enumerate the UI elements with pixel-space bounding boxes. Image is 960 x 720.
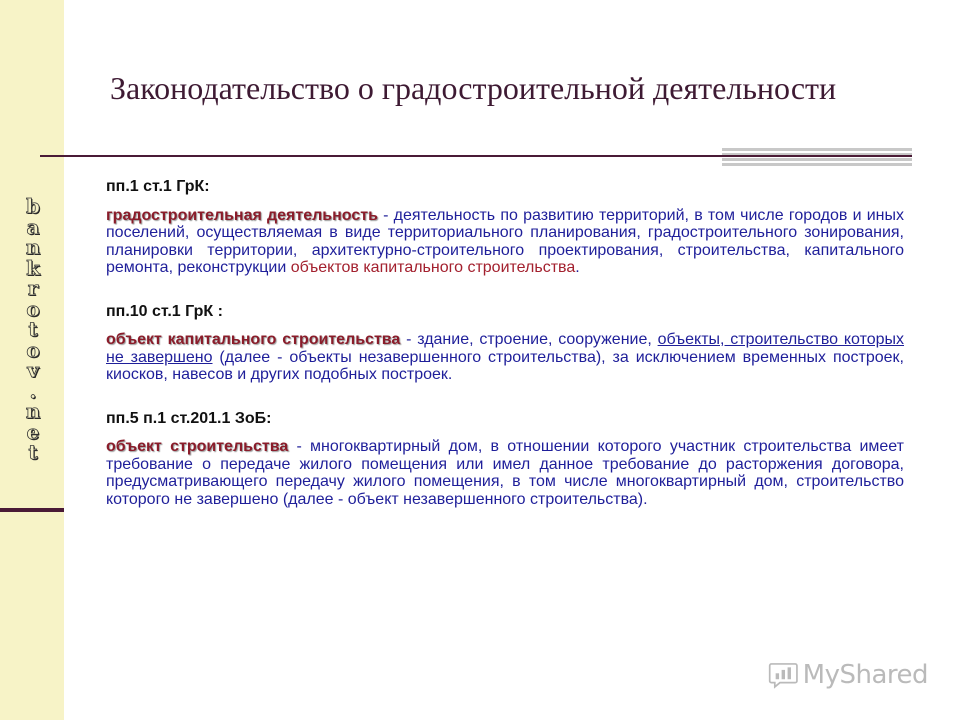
- law-reference: пп.10 ст.1 ГрК :: [106, 302, 223, 320]
- brand-letter: t: [28, 317, 38, 341]
- definition-text: [106, 207, 904, 277]
- myshared-watermark: [768, 658, 928, 692]
- definition-body: - здание, строение, сооружение,: [400, 331, 658, 348]
- vertical-brand-text: [22, 196, 44, 463]
- definition-text: [106, 331, 904, 384]
- highlighted-term: объектов капитального строительства: [290, 259, 576, 276]
- defined-term: объект строительства: [106, 438, 289, 455]
- brand-letter: n: [25, 235, 41, 259]
- definition-body: - многоквартирный дом, в отношении которого участник строительства имеет требование о передаче жилого помещения или имел данное требование до расторжения договора, предусматривающего передачу жилого помещения, в том числе многоквартирный дом, строительство которого не завершено (далее - объект незавершенного строительства).: [106, 438, 904, 508]
- underlined-phrase: объекты, строительство которых не завершено: [106, 331, 905, 366]
- slide-content: [106, 178, 904, 534]
- definition-section-2: [106, 303, 904, 384]
- definition-text: [106, 438, 904, 508]
- definition-section-1: [106, 178, 904, 277]
- brand-letter: n: [25, 399, 41, 423]
- definition-body: - деятельность по развитию территорий, в том числе городов и иных поселений, осуществляемая в виде территориального планирования, градостроительного зонирования, планировки территории, архитектурно-строительного проектирования, строительства, капитального ремонта, реконструкции: [106, 206, 905, 276]
- brand-letter: e: [26, 419, 40, 444]
- brand-letter: o: [26, 337, 40, 362]
- brand-letter: t: [28, 440, 38, 464]
- sidebar-divider: [0, 508, 64, 512]
- brand-letter: k: [26, 255, 40, 280]
- brand-letter: v: [27, 358, 39, 382]
- watermark-text: MyShared: [802, 660, 928, 690]
- brand-letter: r: [27, 276, 39, 300]
- myshared-logo-icon: [768, 660, 799, 690]
- definition-end: .: [575, 259, 580, 276]
- brand-letter: .: [29, 378, 37, 403]
- law-reference: пп.5 п.1 ст.201.1 ЗоБ:: [106, 409, 272, 427]
- definition-section-3: [106, 410, 904, 509]
- defined-term: объект капитального строительства: [106, 331, 401, 348]
- brand-letter: b: [26, 194, 40, 218]
- defined-term: градостроительная деятельность: [106, 206, 378, 224]
- brand-letter: a: [26, 214, 40, 239]
- slide-title: Законодательство о градостроительной деятельности: [110, 70, 837, 106]
- title-underline-accent: [722, 148, 912, 168]
- law-reference: пп.1 ст.1 ГрК:: [106, 178, 210, 195]
- definition-end: (далее - объекты незавершенного строительства), за исключением временных построек, киосков, навесов и других подобных построек.: [106, 348, 905, 383]
- brand-letter: o: [26, 296, 40, 321]
